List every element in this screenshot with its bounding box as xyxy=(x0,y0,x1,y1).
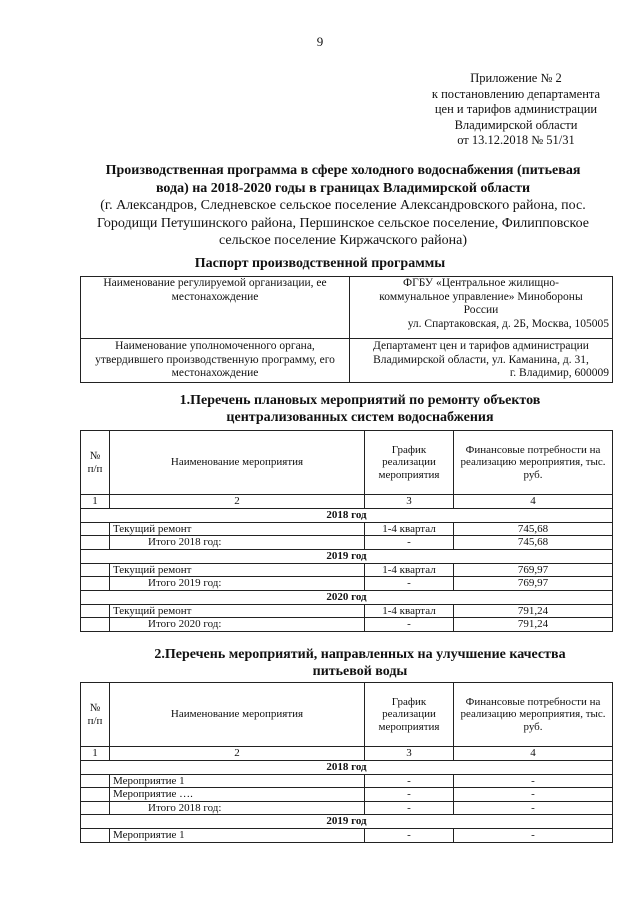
table-row xyxy=(81,339,613,383)
table-header xyxy=(81,683,613,747)
year-row xyxy=(81,549,613,563)
table-row xyxy=(81,829,613,843)
table-row xyxy=(81,536,613,550)
row-name: Текущий ремонт xyxy=(110,563,365,577)
row-name: Мероприятие 1 xyxy=(110,829,365,843)
appendix-line: Приложение № 2 xyxy=(470,71,562,85)
table-row xyxy=(81,618,613,632)
column-number: 4 xyxy=(454,495,613,509)
header-schedule: График реализации мероприятия xyxy=(365,683,454,747)
table-header xyxy=(81,431,613,495)
column-number: 3 xyxy=(365,747,454,761)
row-value: 791,24 xyxy=(454,618,613,632)
row-name: Итого 2018 год: xyxy=(110,536,365,550)
year-label: 2019 год xyxy=(81,549,613,563)
row-name: Итого 2018 год: xyxy=(110,801,365,815)
row-value: 769,97 xyxy=(454,577,613,591)
header-finance: Финансовые потребности на реализацию мероприятия, тыс. руб. xyxy=(454,683,613,747)
row-value: - xyxy=(454,788,613,802)
row-value: - xyxy=(454,829,613,843)
column-number: 4 xyxy=(454,747,613,761)
value-line: ул. Спартаковская, д. 2Б, Москва, 105005 xyxy=(407,317,609,330)
table-row xyxy=(81,277,613,339)
row-value: - xyxy=(454,801,613,815)
row-name: Текущий ремонт xyxy=(110,604,365,618)
row-schedule: - xyxy=(365,788,454,802)
passport-value xyxy=(350,277,613,339)
row-schedule: - xyxy=(365,774,454,788)
appendix-block xyxy=(420,71,612,149)
row-value: 745,68 xyxy=(454,522,613,536)
year-row xyxy=(81,508,613,522)
value-line: России xyxy=(463,304,499,316)
row-schedule: - xyxy=(365,829,454,843)
appendix-line: цен и тарифов администрации xyxy=(434,102,598,116)
repair-table xyxy=(80,430,613,632)
table-row xyxy=(81,788,613,802)
column-number: 3 xyxy=(365,495,454,509)
row-value: 745,68 xyxy=(454,536,613,550)
row-name: Текущий ремонт xyxy=(110,522,365,536)
row-schedule: - xyxy=(365,577,454,591)
title-plain: (г. Александров, Следневское сельское поселение Александровского района, пос. Городищи Петушинского района, Першинское сельское поселение, Филипповское сельское поселение Киржачского района) xyxy=(97,198,589,248)
year-label: 2018 год xyxy=(81,508,613,522)
passport-value xyxy=(350,339,613,383)
title-bold-line: вода) на 2018-2020 годы в границах Владимирской области xyxy=(155,180,531,196)
header-name: Наименование мероприятия xyxy=(110,431,365,495)
table-row xyxy=(81,604,613,618)
column-number: 2 xyxy=(110,495,365,509)
appendix-line: Владимирской области xyxy=(454,117,578,132)
column-number: 2 xyxy=(110,747,365,761)
passport-title: Паспорт производственной программы xyxy=(194,256,446,271)
row-schedule: 1-4 квартал xyxy=(365,604,454,618)
page-number: 9 xyxy=(316,34,324,49)
header-num: № п/п xyxy=(81,683,110,747)
table-row xyxy=(81,563,613,577)
row-name: Итого 2019 год: xyxy=(110,577,365,591)
row-name: Итого 2020 год: xyxy=(110,618,365,632)
header-name: Наименование мероприятия xyxy=(110,683,365,747)
header-num: № п/п xyxy=(81,431,110,495)
row-value: 769,97 xyxy=(454,563,613,577)
column-numbers-row xyxy=(81,747,613,761)
passport-label: Наименование регулируемой организации, ее местонахождение xyxy=(81,277,350,339)
table-row xyxy=(81,774,613,788)
row-schedule: - xyxy=(365,801,454,815)
value-line: ФГБУ «Центральное жилищно- xyxy=(403,277,559,289)
year-row xyxy=(81,590,613,604)
table-row xyxy=(81,801,613,815)
row-name: Мероприятие …. xyxy=(110,788,365,802)
row-value: - xyxy=(454,774,613,788)
value-line: Владимирской области, ул. Каманина, д. 31, xyxy=(373,353,589,366)
value-line: Департамент цен и тарифов администрации xyxy=(373,340,589,353)
year-label: 2018 год xyxy=(81,760,613,774)
column-number: 1 xyxy=(81,495,110,509)
header-schedule: График реализации мероприятия xyxy=(365,431,454,495)
year-row xyxy=(81,760,613,774)
section-2-title: 2.Перечень мероприятий, направленных на улучшение качества питьевой воды xyxy=(154,647,566,679)
row-schedule: 1-4 квартал xyxy=(365,563,454,577)
table-row xyxy=(81,577,613,591)
column-number: 1 xyxy=(81,747,110,761)
passport-label: Наименование уполномоченного органа, утвердившего производственную программу, его местонахождение xyxy=(81,339,350,383)
year-label: 2020 год xyxy=(81,590,613,604)
row-schedule: - xyxy=(365,536,454,550)
quality-table xyxy=(80,682,613,843)
document-title xyxy=(78,162,608,250)
year-row xyxy=(81,815,613,829)
passport-table xyxy=(80,276,613,383)
column-numbers-row xyxy=(81,495,613,509)
row-value: 791,24 xyxy=(454,604,613,618)
value-line: г. Владимир, 600009 xyxy=(509,367,609,380)
row-schedule: 1-4 квартал xyxy=(365,522,454,536)
appendix-line: от 13.12.2018 № 51/31 xyxy=(457,133,575,147)
table-row xyxy=(81,522,613,536)
section-1-title: 1.Перечень плановых мероприятий по ремонту объектов централизованных систем водоснабжения xyxy=(179,393,541,425)
row-schedule: - xyxy=(365,618,454,632)
row-name: Мероприятие 1 xyxy=(110,774,365,788)
value-line: коммунальное управление» Минобороны xyxy=(379,290,583,303)
year-label: 2019 год xyxy=(81,815,613,829)
header-finance: Финансовые потребности на реализацию мероприятия, тыс. руб. xyxy=(454,431,613,495)
appendix-line: к постановлению департамента xyxy=(431,86,601,101)
title-bold-line: Производственная программа в сфере холодного водоснабжения (питьевая xyxy=(105,163,581,178)
